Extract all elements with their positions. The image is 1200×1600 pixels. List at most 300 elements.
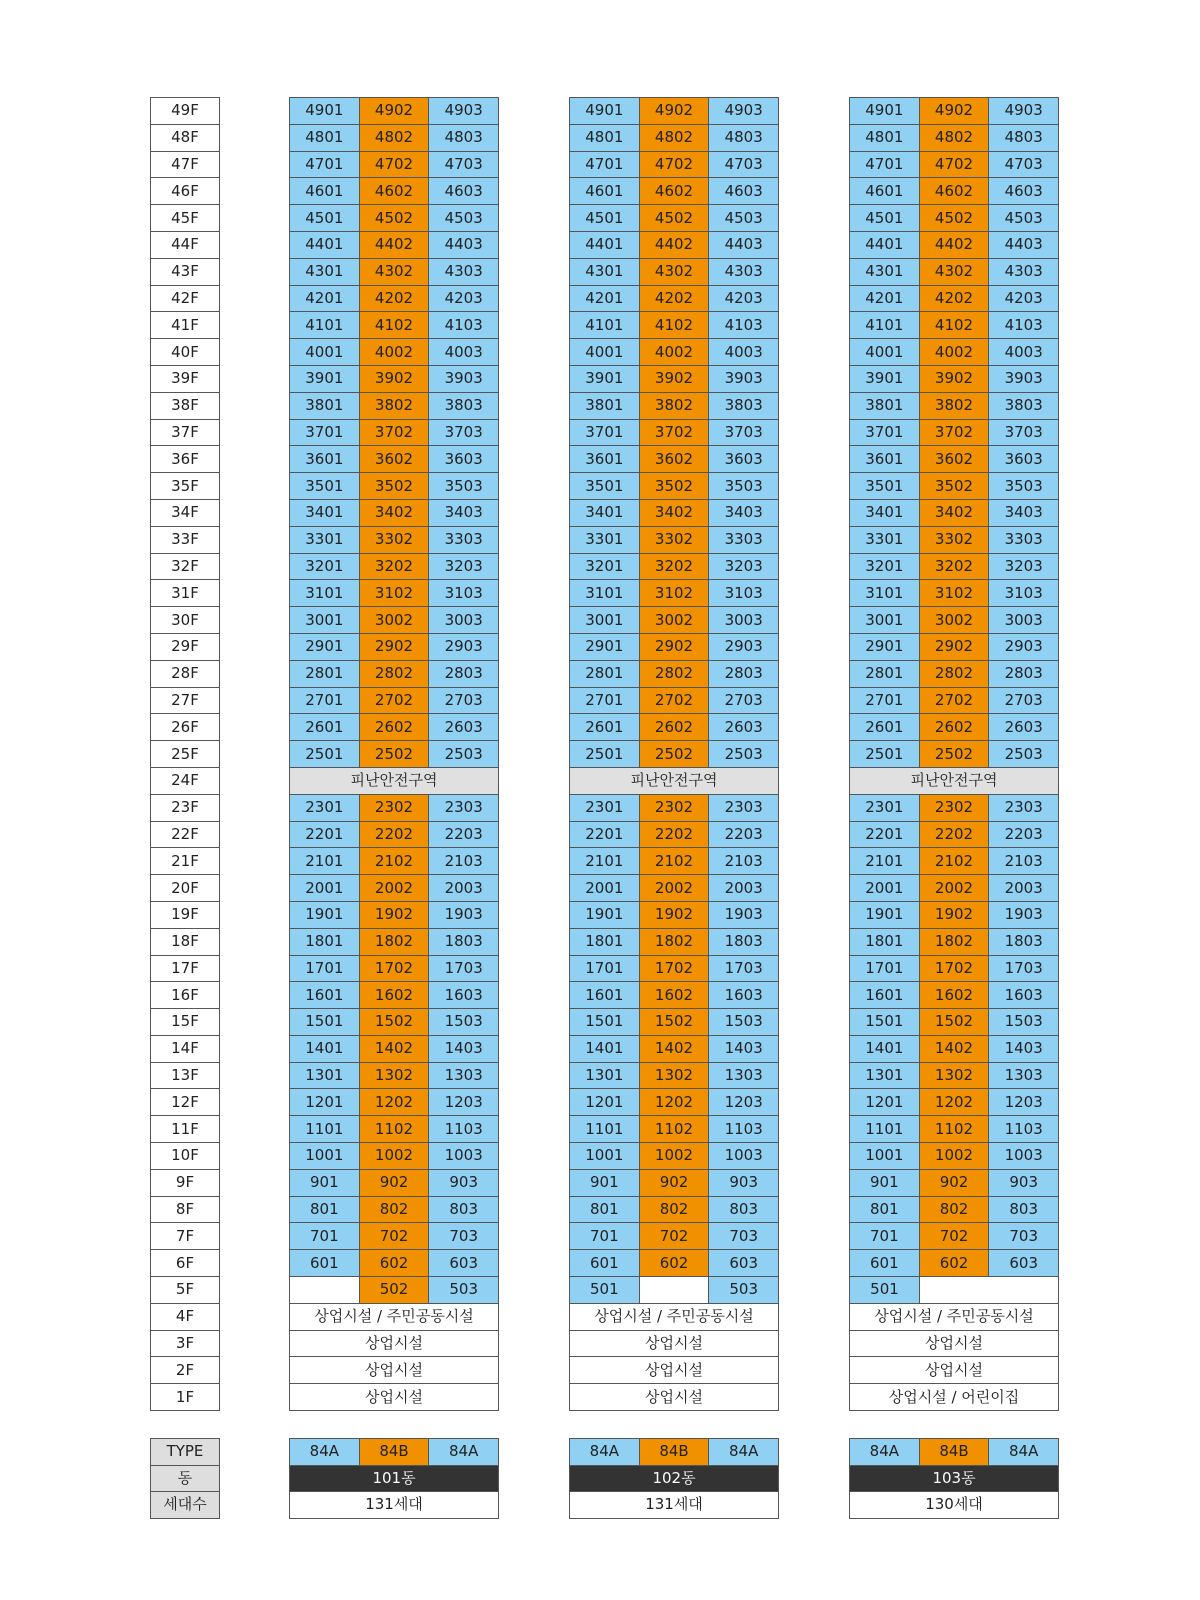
unit-cell: 1403 bbox=[708, 1035, 779, 1063]
unit-cell: 3102 bbox=[639, 579, 710, 607]
unit-cell: 2503 bbox=[428, 740, 499, 768]
facility-cell: 상업시설 / 어린이집 bbox=[849, 1383, 1059, 1411]
unit-cell: 4802 bbox=[919, 124, 990, 152]
floor-label: 48F bbox=[150, 124, 220, 152]
unit-cell: 3502 bbox=[919, 472, 990, 500]
floor-label: 25F bbox=[150, 740, 220, 768]
unit-cell: 3203 bbox=[708, 553, 779, 581]
unit-cell: 3903 bbox=[708, 365, 779, 393]
unit-cell: 1303 bbox=[988, 1062, 1059, 1090]
unit-cell: 901 bbox=[569, 1169, 640, 1197]
unit-cell: 3602 bbox=[919, 445, 990, 473]
unit-cell: 1402 bbox=[919, 1035, 990, 1063]
unit-cell: 3102 bbox=[359, 579, 430, 607]
unit-cell: 3402 bbox=[639, 499, 710, 527]
floor-label: 22F bbox=[150, 821, 220, 849]
unit-cell: 702 bbox=[639, 1222, 710, 1250]
unit-cell: 4402 bbox=[639, 231, 710, 259]
unit-cell: 3301 bbox=[569, 526, 640, 554]
unit-cell: 602 bbox=[919, 1249, 990, 1277]
unit-cell: 4502 bbox=[359, 204, 430, 232]
unit-cell: 4202 bbox=[359, 285, 430, 313]
unit-cell: 3501 bbox=[289, 472, 360, 500]
unit-cell: 3701 bbox=[849, 419, 920, 447]
unit-cell: 2301 bbox=[849, 794, 920, 822]
unit-cell: 2703 bbox=[428, 687, 499, 715]
unit-cell: 1503 bbox=[428, 1008, 499, 1036]
unit-cell: 4402 bbox=[359, 231, 430, 259]
floor-label: 32F bbox=[150, 553, 220, 581]
unit-cell: 2102 bbox=[359, 847, 430, 875]
unit-cell: 1803 bbox=[708, 928, 779, 956]
floor-label: 44F bbox=[150, 231, 220, 259]
unit-cell: 1102 bbox=[919, 1115, 990, 1143]
floor-label: 29F bbox=[150, 633, 220, 661]
unit-cell: 3603 bbox=[428, 445, 499, 473]
unit-cell: 2601 bbox=[289, 713, 360, 741]
refuge-zone: 피난안전구역 bbox=[289, 767, 499, 795]
unit-cell: 2503 bbox=[708, 740, 779, 768]
unit-cell: 4803 bbox=[708, 124, 779, 152]
unit-cell: 2203 bbox=[708, 821, 779, 849]
unit-cell: 3001 bbox=[569, 606, 640, 634]
unit-cell: 2802 bbox=[639, 660, 710, 688]
unit-cell: 4001 bbox=[289, 338, 360, 366]
floor-label: 31F bbox=[150, 579, 220, 607]
unit-cell: 3801 bbox=[569, 392, 640, 420]
household-count: 131세대 bbox=[289, 1491, 499, 1519]
unit-cell: 3401 bbox=[849, 499, 920, 527]
unit-cell: 503 bbox=[708, 1276, 779, 1304]
unit-cell: 3501 bbox=[569, 472, 640, 500]
floor-label: 33F bbox=[150, 526, 220, 554]
unit-cell: 3201 bbox=[849, 553, 920, 581]
footer-dong-header: 동 bbox=[150, 1465, 220, 1493]
unit-cell: 1001 bbox=[849, 1142, 920, 1170]
unit-cell: 4301 bbox=[289, 258, 360, 286]
unit-cell: 2501 bbox=[569, 740, 640, 768]
unit-cell: 1801 bbox=[849, 928, 920, 956]
unit-cell: 1902 bbox=[919, 901, 990, 929]
unit-cell: 3703 bbox=[708, 419, 779, 447]
unit-cell: 3601 bbox=[569, 445, 640, 473]
floor-label: 19F bbox=[150, 901, 220, 929]
unit-cell: 2003 bbox=[988, 874, 1059, 902]
unit-cell: 2103 bbox=[428, 847, 499, 875]
unit-cell: 1401 bbox=[289, 1035, 360, 1063]
unit-cell: 3601 bbox=[849, 445, 920, 473]
unit-cell: 1602 bbox=[639, 981, 710, 1009]
unit-cell: 3303 bbox=[988, 526, 1059, 554]
unit-cell: 4402 bbox=[919, 231, 990, 259]
unit-cell: 2502 bbox=[919, 740, 990, 768]
unit-cell: 803 bbox=[708, 1196, 779, 1224]
unit-cell: 3001 bbox=[849, 606, 920, 634]
unit-cell: 4101 bbox=[569, 311, 640, 339]
unit-cell: 1802 bbox=[639, 928, 710, 956]
unit-cell: 2703 bbox=[988, 687, 1059, 715]
footer-type-header: TYPE bbox=[150, 1438, 220, 1466]
unit-cell: 4002 bbox=[639, 338, 710, 366]
unit-cell: 801 bbox=[569, 1196, 640, 1224]
unit-cell: 3902 bbox=[639, 365, 710, 393]
unit-cell: 2302 bbox=[359, 794, 430, 822]
unit-cell: 3002 bbox=[919, 606, 990, 634]
unit-cell: 4901 bbox=[569, 97, 640, 125]
unit-cell: 1401 bbox=[849, 1035, 920, 1063]
unit-cell: 4101 bbox=[289, 311, 360, 339]
unit-cell: 2102 bbox=[639, 847, 710, 875]
unit-cell: 2602 bbox=[919, 713, 990, 741]
unit-cell: 3802 bbox=[359, 392, 430, 420]
unit-cell: 3702 bbox=[919, 419, 990, 447]
unit-cell: 1203 bbox=[988, 1088, 1059, 1116]
building-name: 101동 bbox=[289, 1465, 499, 1493]
unit-cell: 1701 bbox=[569, 955, 640, 983]
unit-cell: 503 bbox=[428, 1276, 499, 1304]
floor-label: 8F bbox=[150, 1196, 220, 1224]
unit-cell: 803 bbox=[988, 1196, 1059, 1224]
unit-cell: 3202 bbox=[919, 553, 990, 581]
unit-cell: 2902 bbox=[639, 633, 710, 661]
unit-cell: 2103 bbox=[988, 847, 1059, 875]
unit-cell: 3402 bbox=[919, 499, 990, 527]
unit-cell: 903 bbox=[428, 1169, 499, 1197]
floor-label: 2F bbox=[150, 1356, 220, 1384]
unit-cell: 4502 bbox=[639, 204, 710, 232]
unit-cell: 1902 bbox=[639, 901, 710, 929]
floor-label: 4F bbox=[150, 1303, 220, 1331]
unit-cell: 4701 bbox=[849, 151, 920, 179]
unit-cell: 3302 bbox=[359, 526, 430, 554]
unit-cell: 4601 bbox=[289, 177, 360, 205]
unit-cell: 4003 bbox=[988, 338, 1059, 366]
unit-cell: 2102 bbox=[919, 847, 990, 875]
unit-cell: 501 bbox=[849, 1276, 920, 1304]
floor-label: 18F bbox=[150, 928, 220, 956]
unit-cell: 802 bbox=[639, 1196, 710, 1224]
floor-label: 26F bbox=[150, 713, 220, 741]
unit-cell: 4003 bbox=[428, 338, 499, 366]
unit-cell: 1101 bbox=[569, 1115, 640, 1143]
unit-cell: 2801 bbox=[569, 660, 640, 688]
unit-cell: 3903 bbox=[428, 365, 499, 393]
unit-cell: 4303 bbox=[708, 258, 779, 286]
unit-cell: 2501 bbox=[849, 740, 920, 768]
unit-cell: 4202 bbox=[639, 285, 710, 313]
building-name: 103동 bbox=[849, 1465, 1059, 1493]
unit-cell: 3702 bbox=[639, 419, 710, 447]
unit-cell: 1202 bbox=[639, 1088, 710, 1116]
floor-label: 7F bbox=[150, 1222, 220, 1250]
floor-label: 5F bbox=[150, 1276, 220, 1304]
floor-label: 16F bbox=[150, 981, 220, 1009]
facility-cell: 상업시설 bbox=[569, 1383, 779, 1411]
unit-cell: 2602 bbox=[639, 713, 710, 741]
footer-households-header: 세대수 bbox=[150, 1491, 220, 1519]
unit-cell: 4902 bbox=[919, 97, 990, 125]
unit-cell: 1301 bbox=[569, 1062, 640, 1090]
unit-cell: 2901 bbox=[569, 633, 640, 661]
unit-cell: 2702 bbox=[639, 687, 710, 715]
unit-cell: 2903 bbox=[988, 633, 1059, 661]
floor-label: 10F bbox=[150, 1142, 220, 1170]
unit-cell: 1503 bbox=[708, 1008, 779, 1036]
unit-cell: 2002 bbox=[639, 874, 710, 902]
unit-cell: 2203 bbox=[428, 821, 499, 849]
unit-cell: 3301 bbox=[849, 526, 920, 554]
facility-cell: 상업시설 bbox=[289, 1330, 499, 1358]
unit-cell: 4401 bbox=[289, 231, 360, 259]
unit-cell: 3503 bbox=[988, 472, 1059, 500]
unit-cell: 4302 bbox=[919, 258, 990, 286]
unit-cell: 2803 bbox=[988, 660, 1059, 688]
unit-cell: 4301 bbox=[849, 258, 920, 286]
unit-cell: 1603 bbox=[708, 981, 779, 1009]
unit-cell: 1702 bbox=[359, 955, 430, 983]
unit-cell: 1903 bbox=[428, 901, 499, 929]
building-102-footer bbox=[569, 1438, 779, 1518]
unit-cell: 2703 bbox=[708, 687, 779, 715]
floor-label: 11F bbox=[150, 1115, 220, 1143]
unit-cell: 1902 bbox=[359, 901, 430, 929]
unit-cell: 1103 bbox=[428, 1115, 499, 1143]
unit-cell: 3601 bbox=[289, 445, 360, 473]
unit-cell: 4902 bbox=[359, 97, 430, 125]
unit-cell: 3303 bbox=[428, 526, 499, 554]
unit-cell: 2003 bbox=[708, 874, 779, 902]
unit-cell: 1103 bbox=[708, 1115, 779, 1143]
unit-cell: 1903 bbox=[708, 901, 779, 929]
unit-cell: 1503 bbox=[988, 1008, 1059, 1036]
unit-cell: 502 bbox=[359, 1276, 430, 1304]
unit-cell: 703 bbox=[988, 1222, 1059, 1250]
unit-cell: 4101 bbox=[849, 311, 920, 339]
unit-cell: 3501 bbox=[849, 472, 920, 500]
unit-cell: 3003 bbox=[708, 606, 779, 634]
unit-cell: 3403 bbox=[428, 499, 499, 527]
floor-label: 6F bbox=[150, 1249, 220, 1277]
type-cell: 84A bbox=[849, 1438, 920, 1466]
unit-cell: 1101 bbox=[849, 1115, 920, 1143]
unit-cell: 4002 bbox=[919, 338, 990, 366]
unit-cell: 1301 bbox=[289, 1062, 360, 1090]
unit-cell: 3201 bbox=[569, 553, 640, 581]
unit-cell: 2702 bbox=[359, 687, 430, 715]
floor-label: 49F bbox=[150, 97, 220, 125]
unit-cell: 3002 bbox=[359, 606, 430, 634]
unit-cell: 2202 bbox=[919, 821, 990, 849]
refuge-zone: 피난안전구역 bbox=[849, 767, 1059, 795]
unit-cell: 1502 bbox=[639, 1008, 710, 1036]
facility-cell: 상업시설 bbox=[569, 1356, 779, 1384]
unit-cell: 3803 bbox=[988, 392, 1059, 420]
floor-label: 47F bbox=[150, 151, 220, 179]
unit-cell: 2701 bbox=[289, 687, 360, 715]
unit-cell: 603 bbox=[708, 1249, 779, 1277]
unit-cell: 1203 bbox=[708, 1088, 779, 1116]
unit-cell: 2903 bbox=[708, 633, 779, 661]
unit-cell: 1303 bbox=[708, 1062, 779, 1090]
unit-cell: 1302 bbox=[919, 1062, 990, 1090]
unit-cell: 1603 bbox=[428, 981, 499, 1009]
unit-cell: 4401 bbox=[849, 231, 920, 259]
unit-cell: 3302 bbox=[919, 526, 990, 554]
unit-cell: 2002 bbox=[359, 874, 430, 902]
unit-cell: 1402 bbox=[639, 1035, 710, 1063]
building-101-footer bbox=[289, 1438, 499, 1518]
unit-cell: 3703 bbox=[988, 419, 1059, 447]
unit-cell: 1102 bbox=[359, 1115, 430, 1143]
facility-cell: 상업시설 bbox=[569, 1330, 779, 1358]
unit-cell: 602 bbox=[639, 1249, 710, 1277]
unit-cell: 4801 bbox=[569, 124, 640, 152]
unit-cell: 1403 bbox=[428, 1035, 499, 1063]
floor-label: 3F bbox=[150, 1330, 220, 1358]
unit-cell: 3801 bbox=[849, 392, 920, 420]
floor-label: 27F bbox=[150, 687, 220, 715]
household-count: 131세대 bbox=[569, 1491, 779, 1519]
unit-cell: 4403 bbox=[708, 231, 779, 259]
unit-cell: 2801 bbox=[849, 660, 920, 688]
household-count: 130세대 bbox=[849, 1491, 1059, 1519]
unit-cell: 3103 bbox=[428, 579, 499, 607]
floor-label: 35F bbox=[150, 472, 220, 500]
unit-cell: 1602 bbox=[359, 981, 430, 1009]
unit-cell: 4901 bbox=[289, 97, 360, 125]
unit-cell: 1501 bbox=[849, 1008, 920, 1036]
floor-label: 12F bbox=[150, 1088, 220, 1116]
unit-cell: 4003 bbox=[708, 338, 779, 366]
unit-cell: 1803 bbox=[428, 928, 499, 956]
unit-cell: 4503 bbox=[708, 204, 779, 232]
unit-cell: 2701 bbox=[849, 687, 920, 715]
unit-cell: 1201 bbox=[849, 1088, 920, 1116]
unit-cell: 703 bbox=[708, 1222, 779, 1250]
unit-cell: 2803 bbox=[708, 660, 779, 688]
floor-label: 14F bbox=[150, 1035, 220, 1063]
type-cell: 84B bbox=[639, 1438, 710, 1466]
unit-cell: 3901 bbox=[289, 365, 360, 393]
type-cell: 84A bbox=[569, 1438, 640, 1466]
type-cell: 84B bbox=[359, 1438, 430, 1466]
unit-cell: 501 bbox=[569, 1276, 640, 1304]
unit-cell: 1302 bbox=[359, 1062, 430, 1090]
unit-cell: 3902 bbox=[359, 365, 430, 393]
unit-cell: 2302 bbox=[919, 794, 990, 822]
unit-cell: 4703 bbox=[708, 151, 779, 179]
unit-cell: 1901 bbox=[569, 901, 640, 929]
unit-cell: 3201 bbox=[289, 553, 360, 581]
unit-cell: 4801 bbox=[289, 124, 360, 152]
empty-cell bbox=[919, 1276, 1059, 1304]
unit-cell: 3203 bbox=[988, 553, 1059, 581]
unit-cell: 1601 bbox=[849, 981, 920, 1009]
unit-cell: 3202 bbox=[359, 553, 430, 581]
unit-cell: 1201 bbox=[289, 1088, 360, 1116]
unit-cell: 3902 bbox=[919, 365, 990, 393]
unit-cell: 4901 bbox=[849, 97, 920, 125]
unit-cell: 3502 bbox=[359, 472, 430, 500]
floor-label: 41F bbox=[150, 311, 220, 339]
unit-cell: 1003 bbox=[708, 1142, 779, 1170]
unit-cell: 903 bbox=[988, 1169, 1059, 1197]
unit-cell: 1203 bbox=[428, 1088, 499, 1116]
unit-cell: 4303 bbox=[428, 258, 499, 286]
unit-cell: 3702 bbox=[359, 419, 430, 447]
unit-cell: 1501 bbox=[289, 1008, 360, 1036]
unit-cell: 902 bbox=[359, 1169, 430, 1197]
unit-cell: 3101 bbox=[849, 579, 920, 607]
empty-cell bbox=[639, 1276, 710, 1304]
unit-cell: 3003 bbox=[428, 606, 499, 634]
unit-cell: 2603 bbox=[988, 713, 1059, 741]
unit-cell: 3502 bbox=[639, 472, 710, 500]
floor-label: 13F bbox=[150, 1062, 220, 1090]
unit-cell: 1003 bbox=[988, 1142, 1059, 1170]
unit-cell: 4103 bbox=[708, 311, 779, 339]
unit-cell: 902 bbox=[639, 1169, 710, 1197]
unit-cell: 3503 bbox=[708, 472, 779, 500]
unit-cell: 2302 bbox=[639, 794, 710, 822]
building-101-column bbox=[289, 97, 499, 1410]
unit-cell: 2201 bbox=[569, 821, 640, 849]
unit-cell: 2203 bbox=[988, 821, 1059, 849]
unit-cell: 2001 bbox=[289, 874, 360, 902]
floor-label: 46F bbox=[150, 177, 220, 205]
unit-cell: 4802 bbox=[639, 124, 710, 152]
unit-cell: 802 bbox=[919, 1196, 990, 1224]
unit-cell: 1702 bbox=[919, 955, 990, 983]
floor-label: 36F bbox=[150, 445, 220, 473]
unit-cell: 3101 bbox=[569, 579, 640, 607]
unit-cell: 4603 bbox=[988, 177, 1059, 205]
unit-cell: 4203 bbox=[708, 285, 779, 313]
unit-cell: 2303 bbox=[428, 794, 499, 822]
floor-label: 21F bbox=[150, 847, 220, 875]
unit-cell: 903 bbox=[708, 1169, 779, 1197]
unit-cell: 4803 bbox=[988, 124, 1059, 152]
unit-cell: 4203 bbox=[988, 285, 1059, 313]
unit-cell: 3301 bbox=[289, 526, 360, 554]
facility-cell: 상업시설 bbox=[849, 1330, 1059, 1358]
unit-cell: 2602 bbox=[359, 713, 430, 741]
unit-cell: 3203 bbox=[428, 553, 499, 581]
unit-cell: 4201 bbox=[289, 285, 360, 313]
unit-cell: 4702 bbox=[359, 151, 430, 179]
unit-cell: 4301 bbox=[569, 258, 640, 286]
floor-label: 20F bbox=[150, 874, 220, 902]
unit-cell: 4601 bbox=[849, 177, 920, 205]
unit-cell: 1803 bbox=[988, 928, 1059, 956]
floor-label: 43F bbox=[150, 258, 220, 286]
unit-cell: 1601 bbox=[569, 981, 640, 1009]
unit-cell: 1202 bbox=[919, 1088, 990, 1116]
unit-cell: 4602 bbox=[359, 177, 430, 205]
unit-cell: 1002 bbox=[639, 1142, 710, 1170]
unit-cell: 1703 bbox=[988, 955, 1059, 983]
unit-cell: 601 bbox=[289, 1249, 360, 1277]
unit-cell: 2303 bbox=[708, 794, 779, 822]
unit-cell: 4903 bbox=[428, 97, 499, 125]
unit-cell: 2101 bbox=[289, 847, 360, 875]
unit-cell: 2502 bbox=[639, 740, 710, 768]
floor-label: 38F bbox=[150, 392, 220, 420]
unit-cell: 1702 bbox=[639, 955, 710, 983]
type-cell: 84A bbox=[289, 1438, 360, 1466]
facility-cell: 상업시설 / 주민공동시설 bbox=[289, 1303, 499, 1331]
unit-cell: 4802 bbox=[359, 124, 430, 152]
